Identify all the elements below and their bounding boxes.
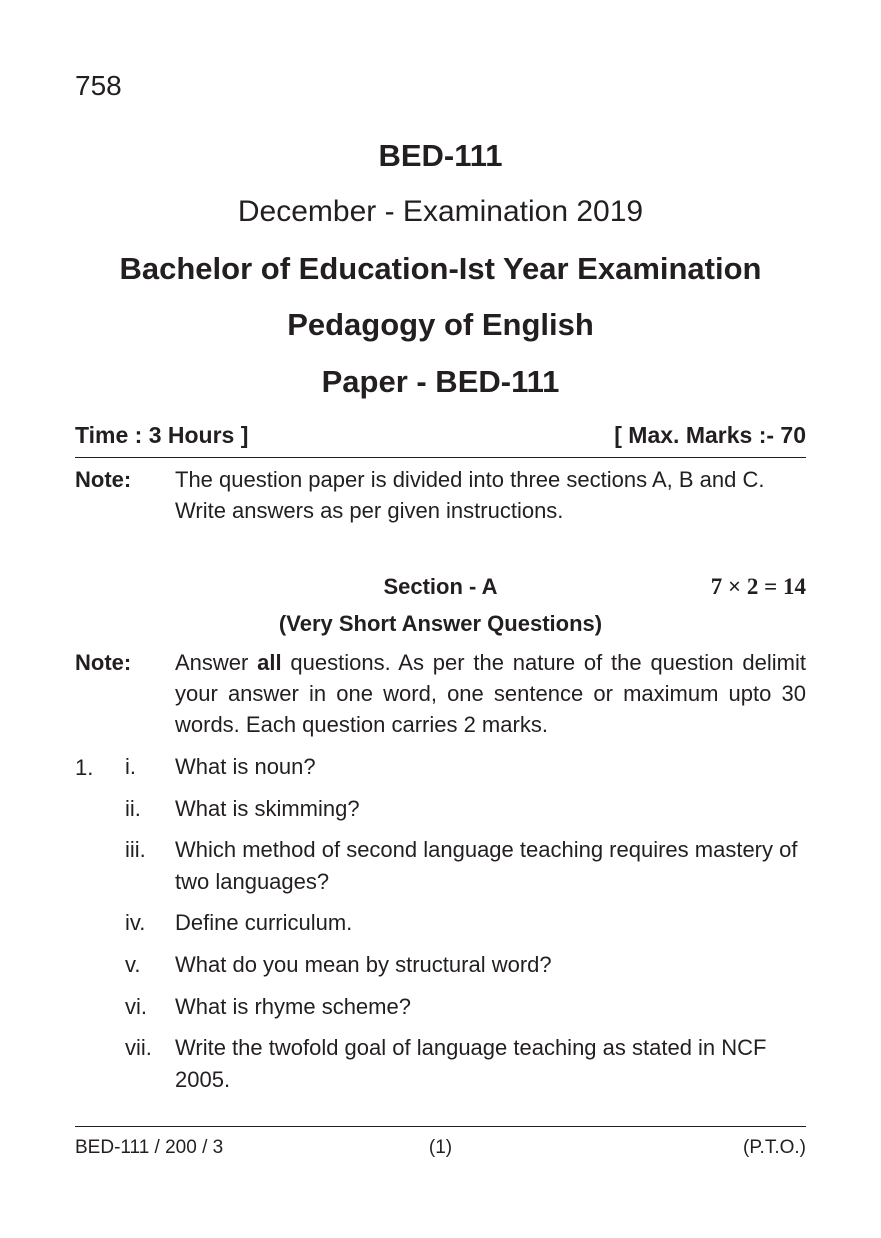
max-marks: [ Max. Marks :- 70 (614, 422, 806, 448)
section-a-marks: 7 × 2 = 14 (710, 574, 806, 599)
question-text: What do you mean by structural word? (175, 952, 552, 977)
question-roman: i. (125, 754, 136, 779)
question-roman: iii. (125, 837, 146, 862)
paper-code: 758 (75, 70, 122, 101)
question-roman: vii. (125, 1035, 152, 1060)
exam-session: December - Examination 2019 (237, 195, 644, 228)
section-a-subtitle: (Very Short Answer Questions) (278, 611, 603, 636)
question-roman: iv. (125, 910, 146, 935)
note-text: The question paper is divided into three sections A, B and C. Write answers as per given instructions. (175, 467, 765, 523)
question-text: Which method of second language teaching requires mastery of two languages? (175, 837, 798, 894)
time-marks-line (75, 422, 806, 449)
question-text: What is noun? (175, 754, 316, 779)
page-footer (75, 1137, 806, 1159)
section-a-header (75, 574, 806, 604)
question-roman: ii. (125, 796, 141, 821)
question-number: 1. (75, 755, 94, 780)
section-a-title: Section - A (383, 574, 498, 599)
pto-label: (P.T.O.) (743, 1137, 806, 1158)
note-text-start: Answer (175, 650, 258, 675)
section-note-text (175, 647, 806, 740)
note-label: Note: (75, 467, 132, 492)
footer-code: BED-111 / 200 / 3 (75, 1137, 224, 1158)
exam-page (75, 0, 806, 1238)
question-text: What is rhyme scheme? (175, 994, 411, 1019)
question-text: What is skimming? (175, 796, 360, 821)
header-divider (75, 457, 806, 458)
question-text: Write the twofold goal of language teaching as stated in NCF 2005. (175, 1035, 767, 1092)
subject-title: Pedagogy of English (287, 307, 594, 342)
note-text-bold: all (257, 650, 282, 675)
footer-divider (75, 1126, 806, 1127)
question-text: Define curriculum. (175, 910, 353, 935)
question-roman: vi. (125, 994, 147, 1019)
note-text-end: questions. As per the nature of the question delimit your answer in one word, one sentence or maximum upto 30 words. Each question carries 2 marks. (175, 650, 806, 737)
time-allowed: Time : 3 Hours ] (75, 422, 249, 448)
paper-title: Paper - BED-111 (321, 364, 560, 399)
course-code: BED-111 (378, 138, 503, 173)
section-note-label: Note: (75, 650, 132, 675)
question-roman: v. (125, 952, 141, 977)
programme-title: Bachelor of Education-Ist Year Examination (119, 251, 762, 286)
page-number: (1) (428, 1137, 453, 1158)
